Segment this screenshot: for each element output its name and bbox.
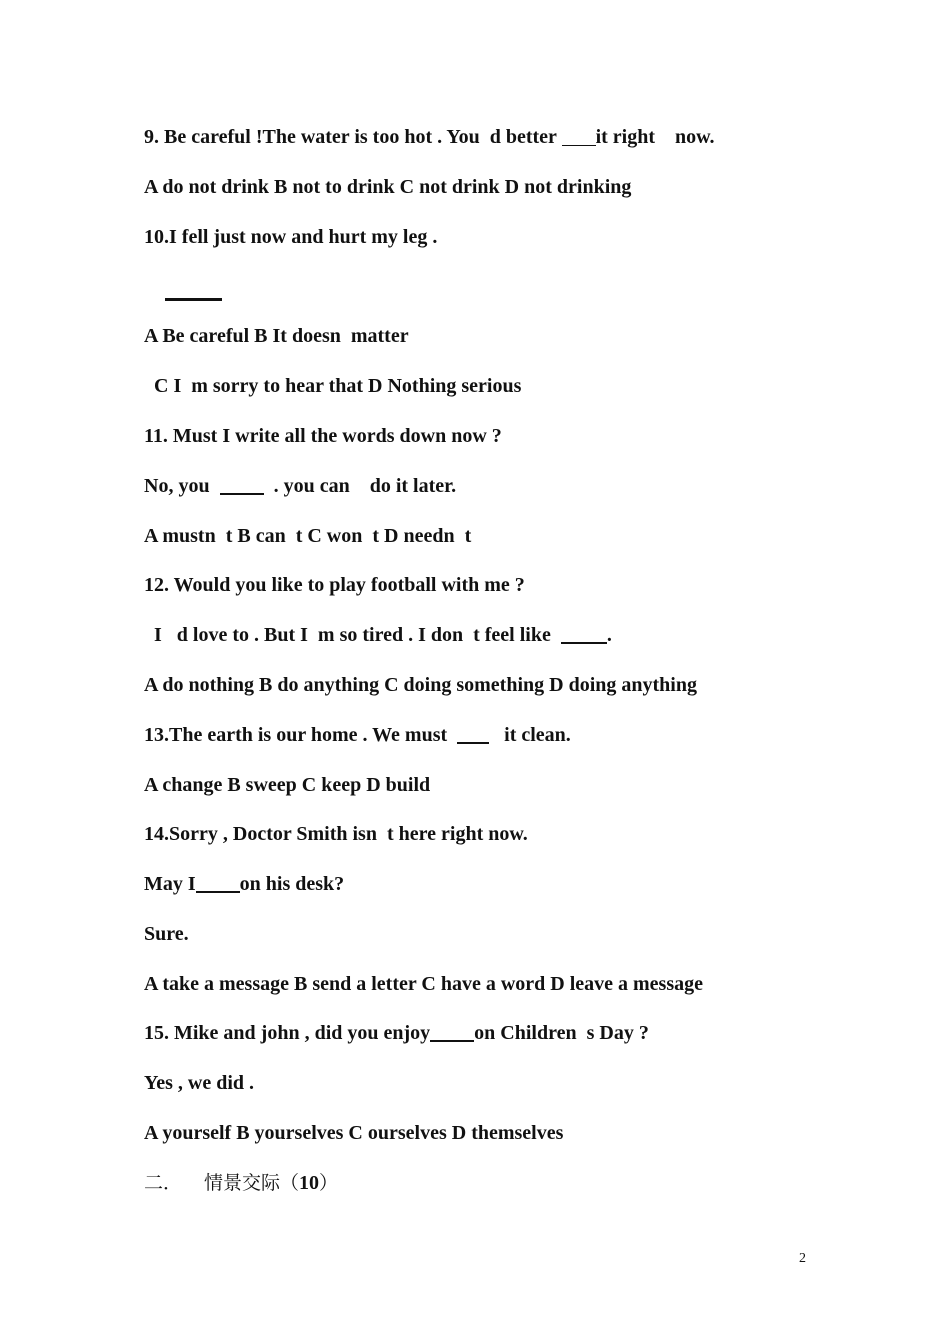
page-number: 2 <box>799 1251 806 1266</box>
options-15: A yourself B yourselves C ourselves D themselves <box>144 1122 564 1144</box>
question-12: 12. Would you like to play football with me ? <box>144 574 525 596</box>
answer-blank <box>562 127 596 146</box>
question-11-response: No, you . you can do it later. <box>144 475 457 497</box>
question-10: 10.I fell just now and hurt my leg . <box>144 226 438 248</box>
question-14-response: May I on his desk? <box>144 873 345 895</box>
answer-blank <box>196 873 240 893</box>
options-11: A mustn t B can t C won t D needn t <box>144 525 472 547</box>
options-9: A do not drink B not to drink C not drink D not drinking <box>144 176 632 198</box>
question-14: 14.Sorry , Doctor Smith isn t here right now. <box>144 823 528 845</box>
answer-blank <box>220 475 264 495</box>
question-15-reply: Yes , we did . <box>144 1072 255 1094</box>
options-13: A change B sweep C keep D build <box>144 774 431 796</box>
options-10-c: C I m sorry to hear that D Nothing serious <box>144 375 522 397</box>
answer-blank <box>165 298 222 301</box>
options-12: A do nothing B do anything C doing something D doing anything <box>144 674 697 696</box>
options-14: A take a message B send a letter C have a word D leave a message <box>144 973 703 995</box>
answer-blank <box>430 1022 474 1042</box>
question-15: 15. Mike and john , did you enjoy on Children s Day ? <box>144 1022 649 1044</box>
options-10-a: A Be careful B It doesn matter <box>144 325 409 347</box>
answer-blank <box>561 624 607 644</box>
question-9: 9. Be careful !The water is too hot . You d better it right now. <box>144 126 715 148</box>
question-13: 13.The earth is our home . We must it clean. <box>144 724 571 746</box>
question-14-reply: Sure. <box>144 923 189 945</box>
question-11: 11. Must I write all the words down now ? <box>144 425 502 447</box>
answer-blank <box>457 724 489 744</box>
question-12-response: I d love to . But I m so tired . I don t feel like . <box>144 624 612 646</box>
section-heading: 二． 情景交际（10） <box>144 1172 339 1194</box>
